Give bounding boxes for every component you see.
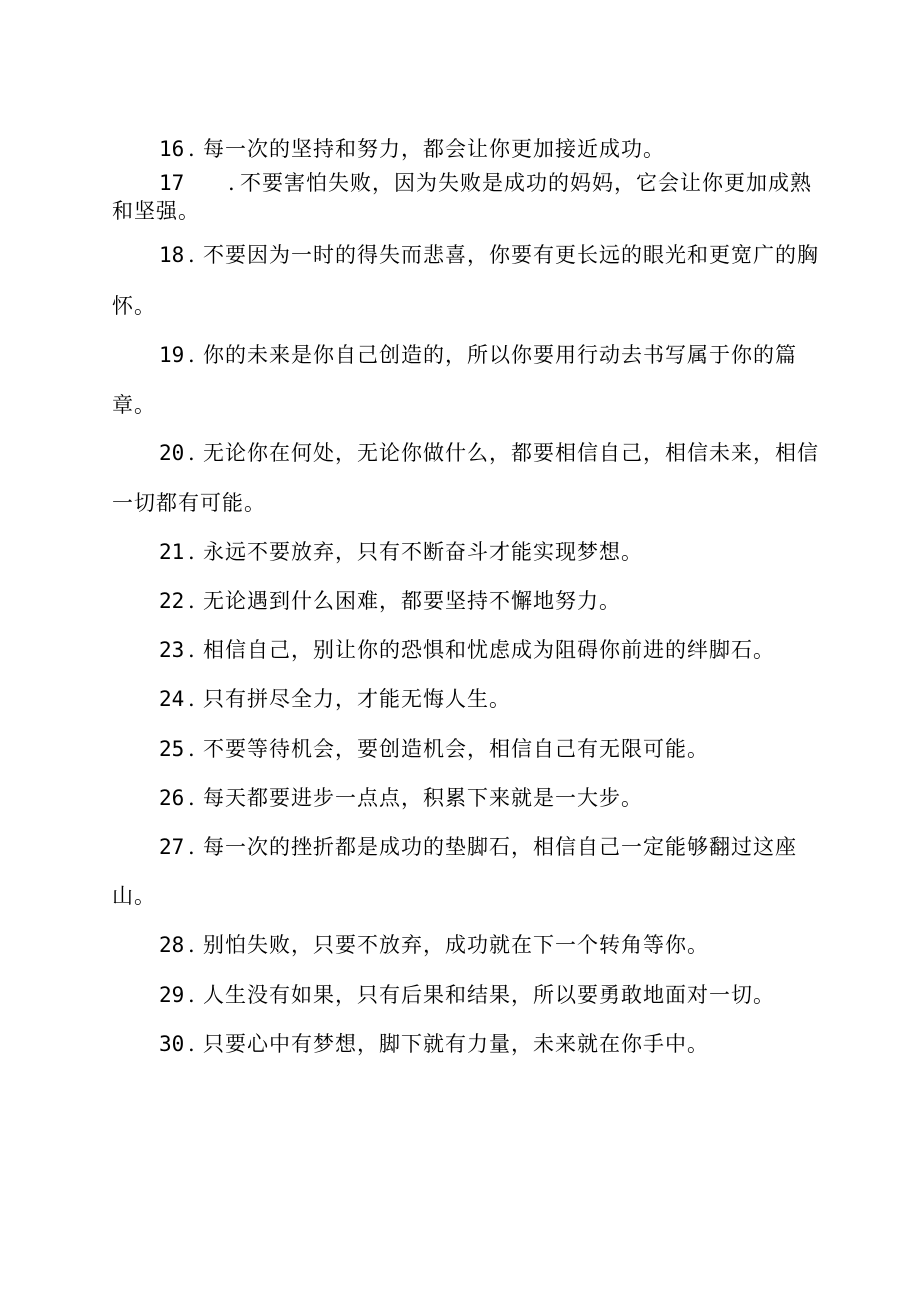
item-separator: . (188, 835, 195, 859)
item-text: 别怕失败，只要不放弃，成功就在下一个转角等你。 (203, 933, 709, 957)
item-number: 26 (159, 786, 185, 810)
item-number: 19 (159, 343, 185, 367)
item-number: 16 (159, 137, 185, 161)
item-text: 人生没有如果，只有后果和结果，所以要勇敢地面对一切。 (203, 983, 775, 1007)
item-separator: . (188, 137, 195, 161)
item-number: 18 (159, 243, 185, 267)
item-text: 只要心中有梦想，脚下就有力量，未来就在你手中。 (203, 1032, 709, 1056)
item-number: 17 (159, 171, 185, 195)
item-text: 每一次的坚持和努力，都会让你更加接近成功。 (203, 137, 665, 161)
item-number: 20 (159, 441, 185, 465)
item-text: 不要害怕失败，因为失败是成功的妈妈，它会让你更加成熟 (240, 171, 812, 195)
item-number: 24 (159, 687, 185, 711)
item-number: 22 (159, 589, 185, 613)
item-text: 不要等待机会，要创造机会，相信自己有无限可能。 (203, 737, 709, 761)
item-text: 不要因为一时的得失而悲喜，你要有更长远的眼光和更宽广的胸 (203, 243, 819, 267)
item-separator: . (188, 343, 195, 367)
item-text-continuation: 山。 (112, 884, 156, 908)
item-number: 29 (159, 983, 185, 1007)
item-separator: . (188, 540, 195, 564)
item-text: 只有拼尽全力，才能无悔人生。 (203, 687, 511, 711)
item-separator: . (188, 786, 195, 810)
item-separator: . (188, 589, 195, 613)
item-separator: . (188, 933, 195, 957)
item-text-continuation: 一切都有可能。 (112, 491, 266, 515)
item-text-continuation: 章。 (112, 393, 156, 417)
item-text: 无论遇到什么困难，都要坚持不懈地努力。 (203, 589, 621, 613)
item-text: 你的未来是你自己创造的，所以你要用行动去书写属于你的篇 (203, 343, 797, 367)
item-number: 23 (159, 638, 185, 662)
item-number: 27 (159, 835, 185, 859)
item-text: 永远不要放弃，只有不断奋斗才能实现梦想。 (203, 540, 643, 564)
item-text: 无论你在何处，无论你做什么，都要相信自己，相信未来，相信 (203, 441, 819, 465)
item-text: 每一次的挫折都是成功的垫脚石，相信自己一定能够翻过这座 (203, 835, 797, 859)
item-text-continuation: 怀。 (112, 294, 156, 318)
item-separator: . (228, 171, 235, 195)
item-separator: . (188, 243, 195, 267)
item-text-continuation: 和坚强。 (112, 199, 200, 223)
item-number: 21 (159, 540, 185, 564)
item-separator: . (188, 441, 195, 465)
item-separator: . (188, 983, 195, 1007)
item-separator: . (188, 687, 195, 711)
item-number: 28 (159, 933, 185, 957)
item-number: 25 (159, 737, 185, 761)
item-separator: . (188, 638, 195, 662)
item-text: 每天都要进步一点点，积累下来就是一大步。 (203, 786, 643, 810)
item-separator: . (188, 1032, 195, 1056)
item-separator: . (188, 737, 195, 761)
item-text: 相信自己，别让你的恐惧和忧虑成为阻碍你前进的绊脚石。 (203, 638, 775, 662)
item-number: 30 (159, 1032, 185, 1056)
